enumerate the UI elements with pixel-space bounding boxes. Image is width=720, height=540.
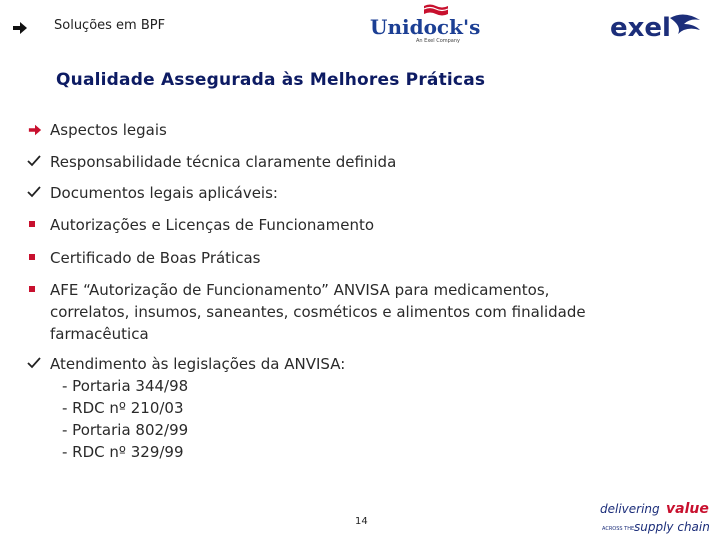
logo-delivering: delivering — [600, 502, 660, 516]
logo-across-the: ACROSS THE — [602, 526, 635, 532]
list-item: Documentos legais aplicáveis: — [50, 184, 278, 202]
list-item-line: - Portaria 802/99 — [62, 421, 189, 439]
list-item-line: - RDC nº 329/99 — [62, 443, 184, 461]
check-icon — [27, 356, 41, 370]
unidocks-logo — [368, 4, 481, 44]
list-item-multiline — [50, 279, 650, 345]
list-item-line: Atendimento às legislações da ANVISA: — [50, 355, 346, 373]
check-icon — [27, 154, 41, 168]
list-item-line: - RDC nº 210/03 — [62, 399, 184, 417]
check-icon — [27, 185, 41, 199]
logo-supply-chain: supply chain — [634, 520, 710, 534]
square-bullet-icon — [29, 254, 35, 260]
page-title: Qualidade Assegurada às Melhores Práticas — [56, 70, 486, 90]
logo-value: value — [666, 501, 709, 517]
list-item-line: AFE “Autorização de Funcionamento” ANVISA para medicamentos, — [50, 281, 550, 299]
list-item-multiline — [50, 353, 650, 463]
unidocks-logo-text: Unidock's — [370, 15, 481, 39]
list-item: Autorizações e Licenças de Funcionamento — [50, 216, 375, 234]
list-item-line: farmacêutica — [50, 325, 149, 343]
unidocks-logo-sub: An Exel Company — [416, 38, 460, 44]
square-bullet-icon — [29, 221, 35, 227]
list-item: Certificado de Boas Práticas — [50, 249, 261, 267]
exel-logo — [608, 8, 708, 44]
arrow-right-icon — [12, 20, 28, 36]
list-item: Aspectos legais — [50, 121, 167, 139]
exel-logo-text: exel — [610, 13, 671, 43]
red-arrow-bullet-icon — [28, 123, 42, 137]
list-item: Responsabilidade técnica claramente definida — [50, 153, 397, 171]
square-bullet-icon — [29, 286, 35, 292]
section-label: Soluções em BPF — [54, 18, 166, 33]
page-number: 14 — [355, 516, 368, 527]
list-item-line: - Portaria 344/98 — [62, 377, 189, 395]
delivering-value-logo — [600, 496, 714, 536]
list-item-line: correlatos, insumos, saneantes, cosméticos e alimentos com finalidade — [50, 303, 586, 321]
